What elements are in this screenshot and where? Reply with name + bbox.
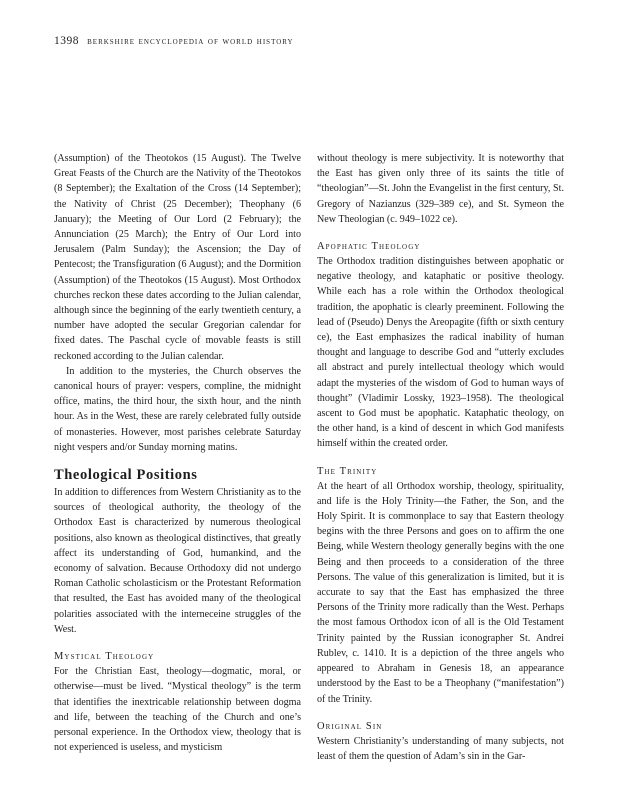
body-paragraph: Western Christianity’s understanding of many subjects, not least of them the question of Adam’s sin in the Gar- [317,735,564,762]
body-paragraph: At the heart of all Orthodox worship, theology, spirituality, and life is the Holy Trinity—the Father, the Son, and the Holy Spirit. It is commonplace to say that Eastern theology begins with the three Persons and goes on to affirm the one Being, while Western theology generally begins with the one Being and then proceeds to a consideration of the three Persons. The value of this generalization is limited, but it is accurate to say that the East has emphasized the three Persons of the Trinity more radically than the West. Perhaps the most famous Orthodox icon of all is the Old Testament Trinity painted by the Russian iconographer St. Andrei Rublev, c. 1410. It is a depiction of the three angels who appeared to Abraham in Genesis 18, an appearance understood by the East to be a Theophany (“manifestation”) of the Trinity. [317,480,564,705]
running-head [54,35,294,47]
body-paragraph: In addition to the mysteries, the Church observes the canonical hours of prayer: vespers, compline, the midnight office, matins, the third hour, the sixth hour, and the ninth hour. As in the West, these are rarely celebrated fully outside of monasteries. However, most parishes celebrate Saturday night vespers and/or Sunday morning matins. [54,365,301,453]
page-number: 1398 [54,35,79,47]
subheading-the-trinity: The Trinity [317,465,378,477]
body-paragraph: The Orthodox tradition distinguishes between apophatic or negative theology, and kataphatic or positive theology. While each has a role within the Orthodox theological tradition, the apophatic is clearly preeminent. Following the lead of (Pseudo) Denys the Areopagite (fifth or sixth century ce), the East emphasizes the radical inability of human thought and language to describe God and “utterly excludes all abstract and purely intellectual theology which would adapt the mysteries of the wisdom of God to human ways of thought” (Vladimir Lossky, 1923–1958). The theological ascent to God must be apophatic. Kataphatic theology, on the other hand, is a kind of descent in which God manifests himself within the created order. [317,256,564,450]
subheading-original-sin: Original Sin [317,720,383,732]
section-heading: Theological Positions [54,467,198,484]
body-paragraph: In addition to differences from Western Christianity as to the sources of theological authority, the theology of the Orthodox East is characterized by numerous theological positions, also known as theological distinctives, that greatly affect its understanding of God, humankind, and the economy of salvation. Because Orthodoxy did not undergo Roman Catholic scholasticism or the Protestant Reformation that resulted, the East has avoided many of the theological polarities associated with the interneceine struggles of the West. [54,487,301,635]
left-column [54,151,301,755]
body-paragraph: (Assumption) of the Theotokos (15 August). The Twelve Great Feasts of the Church are the Nativity of the Theotokos (8 September); the Exaltation of the Cross (14 September); the Nativity of Christ (25 December); Theophany (6 January); the Meeting of Our Lord (2 February); the Annunciation (25 March); the Entry of Our Lord into Jerusalem (Palm Sunday); the Ascension; the Day of Pentecost; the Transfiguration (6 August); and the Dormition (Assumption) of the Theotokos (15 August). Most Orthodox churches reckon these dates according to the Julian calendar, although since the beginning of the early twentieth century, a number have adopted the secular Gregorian calendar for fixed dates. The Paschal cycle of movable feasts is still reckoned according to the Julian calendar. [54,153,301,362]
body-paragraph: without theology is mere subjectivity. It is noteworthy that the East has given only three of its saints the title of “theologian”—St. John the Evangelist in the first century, St. Gregory of Nazianzus (329–389 ce), and St. Symeon the New Theologian (c. 949–1022 ce). [317,153,564,225]
subheading-mystical-theology: Mystical Theology [54,651,155,663]
running-head-title: berkshire encyclopedia of world history [87,36,294,47]
right-column [317,151,564,764]
subheading-apophatic-theology: Apophatic Theology [317,241,421,253]
body-paragraph: For the Christian East, theology—dogmatic, moral, or otherwise—must be lived. “Mystical theology” is the term that identifies the inextricable relationship between dogma and life, between the teaching of the Church and one’s personal experience. In the Orthodox view, theology that is not experienced is useless, and mysticism [54,666,301,754]
